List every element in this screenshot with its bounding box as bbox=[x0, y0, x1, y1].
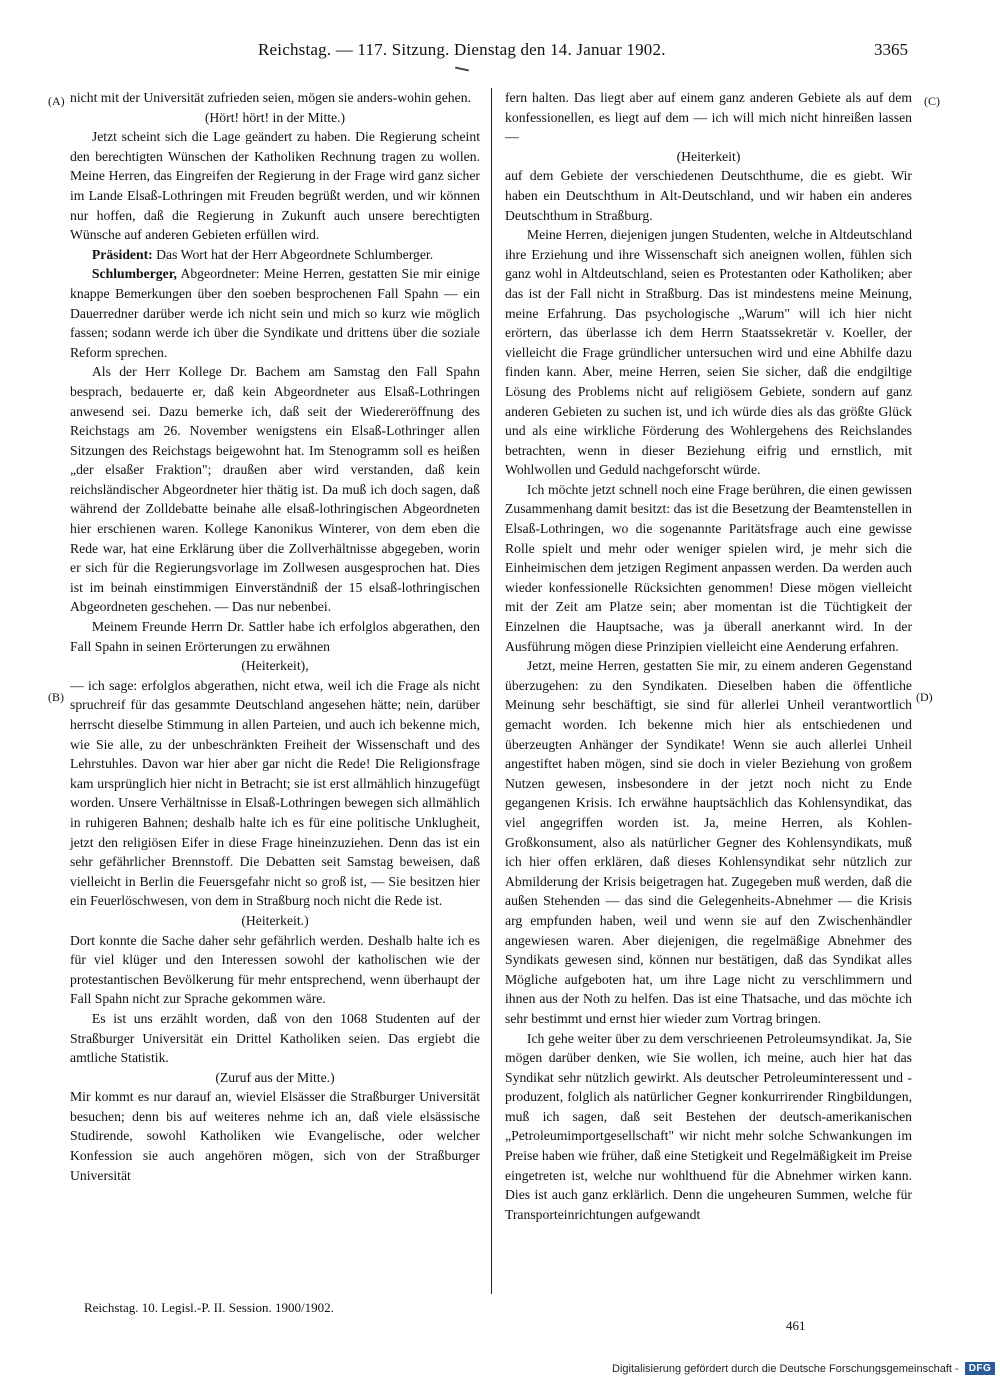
paragraph: nicht mit der Universität zufrieden seien, mögen sie anders-wohin gehen. bbox=[70, 90, 471, 105]
speaker-name: Präsident: bbox=[91, 246, 153, 262]
header-page-number: 3365 bbox=[874, 40, 908, 59]
left-column bbox=[70, 88, 480, 1298]
margin-marker-a: (A) bbox=[48, 94, 65, 108]
margin-marker-c: (C) bbox=[924, 94, 940, 108]
interjection: (Heiterkeit), bbox=[241, 658, 309, 674]
interjection: (Heiterkeit) bbox=[676, 148, 741, 164]
paragraph: Meine Herren, diejenigen jungen Studenten, welche in Altdeutschland ihre Erziehung und ihre Wissenschaft sich aneignen wollen, fühlen sich ganz wohl in Altdeutschland, seien es Protestanten oder Katholiken; aber das ist der Fall nicht in Straßburg. Das ist mindestens meine Meinung, meine Erfahrung. Das psychologische „Warum" will ich hier nicht erörtern, das überlasse ich dem Herrn Staatssekretär v. Koeller, der vielleicht die Frage gründlicher untersuchen wird und eine Abhilfe dazu finden kann. Aber, meine Herren, seien Sie sicher, daß die endgiltige Lösung des Problems nicht auf religiösem Gebiete, sondern auf ganz anderen Gebieten zu suchen ist, und ich würde dies als das größte Glück und als eine wirkliche Förderung des Wohlergehens des Reichslandes betrachten, wenn in dieser Beziehung eifrig und ernstlich, mit Wohlwollen und Geduld nachgeforscht würde. bbox=[505, 227, 912, 478]
paragraph: Ich gehe weiter über zu dem verschrieenen Petroleumsyndikat. Ja, Sie mögen darüber denken, wie Sie wollen, ich meine, auch hier hat das Syndikat sehr nützlich gewirkt. Als deutscher Petroleuminteressent und -produzent, folglich als natürlicher Gegner konkurrirender Ringbildungen, muß ich sagen, daß seit Bestehen der deutsch-amerikanischen „Petroleumimportgesellschaft" wir nicht mehr solche Schwankungen im Preise haben wie früher, daß eine Stetigkeit und Regelmäßigkeit im Preise eingetreten ist, welche nur wohlthuend für die Abnehmer wirken kann. Dies ist auch ganz erklärlich. Denn die ungeheuren Summen, welche für Transporteinrichtungen aufgewandt bbox=[505, 1030, 912, 1222]
dfg-logo: DFG bbox=[965, 1362, 996, 1375]
paragraph: Ich möchte jetzt schnell noch eine Frage berühren, die einen gewissen Zusammenhang damit besitzt: das ist die Besetzung der Beamtenstellen in Elsaß-Lothringen, wo die sogenannte Paritätsfrage auch eine gewisse Rolle spielt und mehr oder weniger spielen wird, je mehr sich die Einheimischen dem jetzigen Regiment anpassen werden. Da werden auch wieder konfessionelle Rücksichten genommen! Diese mögen vielleicht mit der Zeit am Platze sein; aber momentan ist die Tüchtigkeit der Einzelnen die Hauptsache, was ja überall anerkannt wird. In der Ausführung mögen diese Prinzipien vielleicht eine Aenderung erfahren. bbox=[505, 481, 912, 654]
speech-text: Das Wort hat der Herr Abgeordnete Schlumberger. bbox=[156, 246, 434, 262]
margin-marker-b: (B) bbox=[48, 690, 64, 704]
print-mark bbox=[455, 67, 469, 72]
paragraph: Jetzt scheint sich die Lage geändert zu haben. Die Regierung scheint den berechtigten Wünschen der Katholiken Rechnung tragen zu wollen. Meine Herren, das Eingreifen der Regierung in der Frage wird ganz sicher im Lande Elsaß-Lothringen mit Freuden begrüßt werden, und wir können nur hoffen, daß die Regierung in Zukunft auch unsere berechtigten Wünsche auf anderen Gebieten erfüllen wird. bbox=[70, 129, 480, 243]
interjection: (Heiterkeit.) bbox=[241, 912, 309, 928]
right-column bbox=[505, 88, 912, 1298]
paragraph: Es ist uns erzählt worden, daß von den 1068 Studenten auf der Straßburger Universität ein Drittel Katholiken seien. Das ergiebt die amtliche Statistik. bbox=[70, 1010, 480, 1066]
paragraph: Mir kommt es nur darauf an, wieviel Elsässer die Straßburger Universität besuchen; denn bis auf weiteres nehme ich an, daß viele elsässische Studirende, sowohl Katholiken wie Evangelische, oder welcher Konfession sie auch angehören mögen, sich von der Straßburger Universität bbox=[70, 1089, 480, 1183]
paragraph: Meinem Freunde Herrn Dr. Sattler habe ich erfolglos abgerathen, den Fall Spahn in seinen Erörterungen zu erwähnen bbox=[70, 619, 480, 654]
speaker-paragraph bbox=[70, 264, 480, 362]
paragraph: fern halten. Das liegt aber auf einem ganz anderen Gebiete als auf dem konfessionellen, es liegt auf dem — ich will mich nicht hinreißen lassen — bbox=[505, 90, 912, 145]
paragraph: — ich sage: erfolglos abgerathen, nicht etwa, weil ich die Frage als nicht spruchreif für das gesammte Deutschland angesehen hätte; nein, darüber herrscht dieselbe Stimmung in allen Parteien, und auch ich bekenne mich, wie Sie alle, zu der unbeschränkten Freiheit der Wissenschaft und des Lehrstuhles. Davon war hier aber gar nicht die Rede! Die Religionsfrage kam ursprünglich hier nicht in Betracht; sie ist erst allmählich hinzugefügt worden. Unsere Verhältnisse in Elsaß-Lothringen bewegen sich allmählich in ruhigeren Bahnen; deshalb halte ich es für eine politische Unklugheit, jetzt den religiösen Eifer in diese Frage hineinzuziehen. Denn das ist ein sehr gefährlicher Brennstoff. Die Debatten seit Samstag beweisen, daß vielleicht in Berlin die Feuersgefahr nicht so groß ist, — Sie besitzen hier ein Feuerlöschwesen, von dem in Straßburg noch nicht die Rede ist. bbox=[70, 677, 480, 909]
digitization-note bbox=[612, 1362, 995, 1375]
speech-text: Abgeordneter: Meine Herren, gestatten Sie mir einige knappe Bemerkungen über den soeben besprochenen Fall Spahn — ein Dauerredner darüber werde ich nicht sein und mich so kurz wie möglich fassen; sodann werde ich über die Syndikate und drittens über die soziale Reform sprechen. bbox=[70, 266, 480, 360]
page-header bbox=[258, 40, 908, 62]
paragraph: Jetzt, meine Herren, gestatten Sie mir, zu einem anderen Gegenstand überzugehen: zu den Syndikaten. Dieselben haben die öffentliche Meinung sehr beschäftigt, sie sind für allerlei Unheil verantwortlich gemacht worden. Ich bekenne mich hier als entschiedenen und überzeugten Anhänger der Syndikate! Wenn sie auch allerlei Unheil angestiftet haben mögen, sind sie doch in vieler Beziehung von großem Nutzen gewesen, insbesondere in der jetzt noch nicht zu Ende gegangenen Krisis. Ich erwähne hauptsächlich das Kohlensyndikat, das viel angegriffen worden ist. Ja, meine Herren, als Kohlen-Großkonsument, also als natürlicher Gegner des Kohlensyndikats, muß ich hier offen erklären, daß dieses Kohlensyndikat sehr nützlich zur Abmilderung der Krisis beigetragen hat. Zugegeben muß werden, daß die außen Stehenden — das sind die Gelegenheits-Abnehmer — die Krisis arg empfunden haben, weil und wenn sie auf den Zwischenhändler angewiesen waren. Aber diejenigen, die regelmäßige Abnehmer des Syndikats gewesen sind, können nur bestätigen, daß das Syndikat alles Mögliche aufgeboten hat, um ihre Lage nicht zu verschlimmern und ihnen aus der Noth zu helfen. Das ist eine Thatsache, und das möchte ich sehr bestimmt und ernst hier wieder zum Vortrag bringen. bbox=[505, 658, 912, 1026]
digitization-text: Digitalisierung gefördert durch die Deutsche Forschungsgemeinschaft - bbox=[612, 1362, 959, 1375]
header-title: Reichstag. — 117. Sitzung. Dienstag den 14. Januar 1902. bbox=[258, 40, 666, 59]
speaker-name: Schlumberger, bbox=[91, 266, 177, 282]
footer-session-info: Reichstag. 10. Legisl.-P. II. Session. 1900/1902. bbox=[84, 1300, 334, 1315]
footer-sheet-number: 461 bbox=[786, 1318, 806, 1333]
paragraph: auf dem Gebiete der verschiedenen Deutschthume, die es giebt. Wir haben ein Deutschthum in Alt-Deutschland, und wir haben ein anderes Deutschthum in Straßburg. bbox=[505, 168, 912, 223]
speaker-paragraph bbox=[70, 245, 480, 265]
paragraph: Als der Herr Kollege Dr. Bachem am Samstag den Fall Spahn besprach, bedauerte er, daß kein Abgeordneter aus Elsaß-Lothringen anwesend sei. Dazu bemerke ich, daß seit der Wiedereröffnung des Reichstags am 26. November wenigstens ein Elsaß-Lothringer allen Sitzungen des Reichstags beigewohnt hat. Im Stenogramm soll es heißen „der elsaßer Fraktion"; draußen aber wird verstanden, daß kein reichsländischer Abgeordneter hier thätig ist. Da muß ich doch sagen, daß während der Zolldebatte beinahe alle elsaß-lothringischen Abgeordneten hier erschienen waren. Kollege Kanonikus Winterer, von dem eben die Rede war, hat eine Erklärung über die Zollverhältnisse abgegeben, worin er sich für die Regierungsvorlage im Zollwesen ausgesprochen hat. Dies ist im beinah einstimmigen Einverständniß der 15 elsaß-lothringischen Abgeordneten geschehen. — Das nur nebenbei. bbox=[70, 364, 480, 615]
paragraph: Dort konnte die Sache daher sehr gefährlich werden. Deshalb halte ich es für viel klüger und den Interessen sowohl der katholischen wie der protestantischen Bevölkerung für mehr entsprechend, wenn überhaupt der Fall Spahn nicht zur Sprache gekommen wäre. bbox=[70, 932, 480, 1007]
interjection: (Hört! hört! in der Mitte.) bbox=[204, 109, 346, 125]
margin-marker-d: (D) bbox=[916, 690, 933, 704]
column-divider bbox=[491, 88, 492, 1294]
interjection: (Zuruf aus der Mitte.) bbox=[215, 1069, 335, 1085]
